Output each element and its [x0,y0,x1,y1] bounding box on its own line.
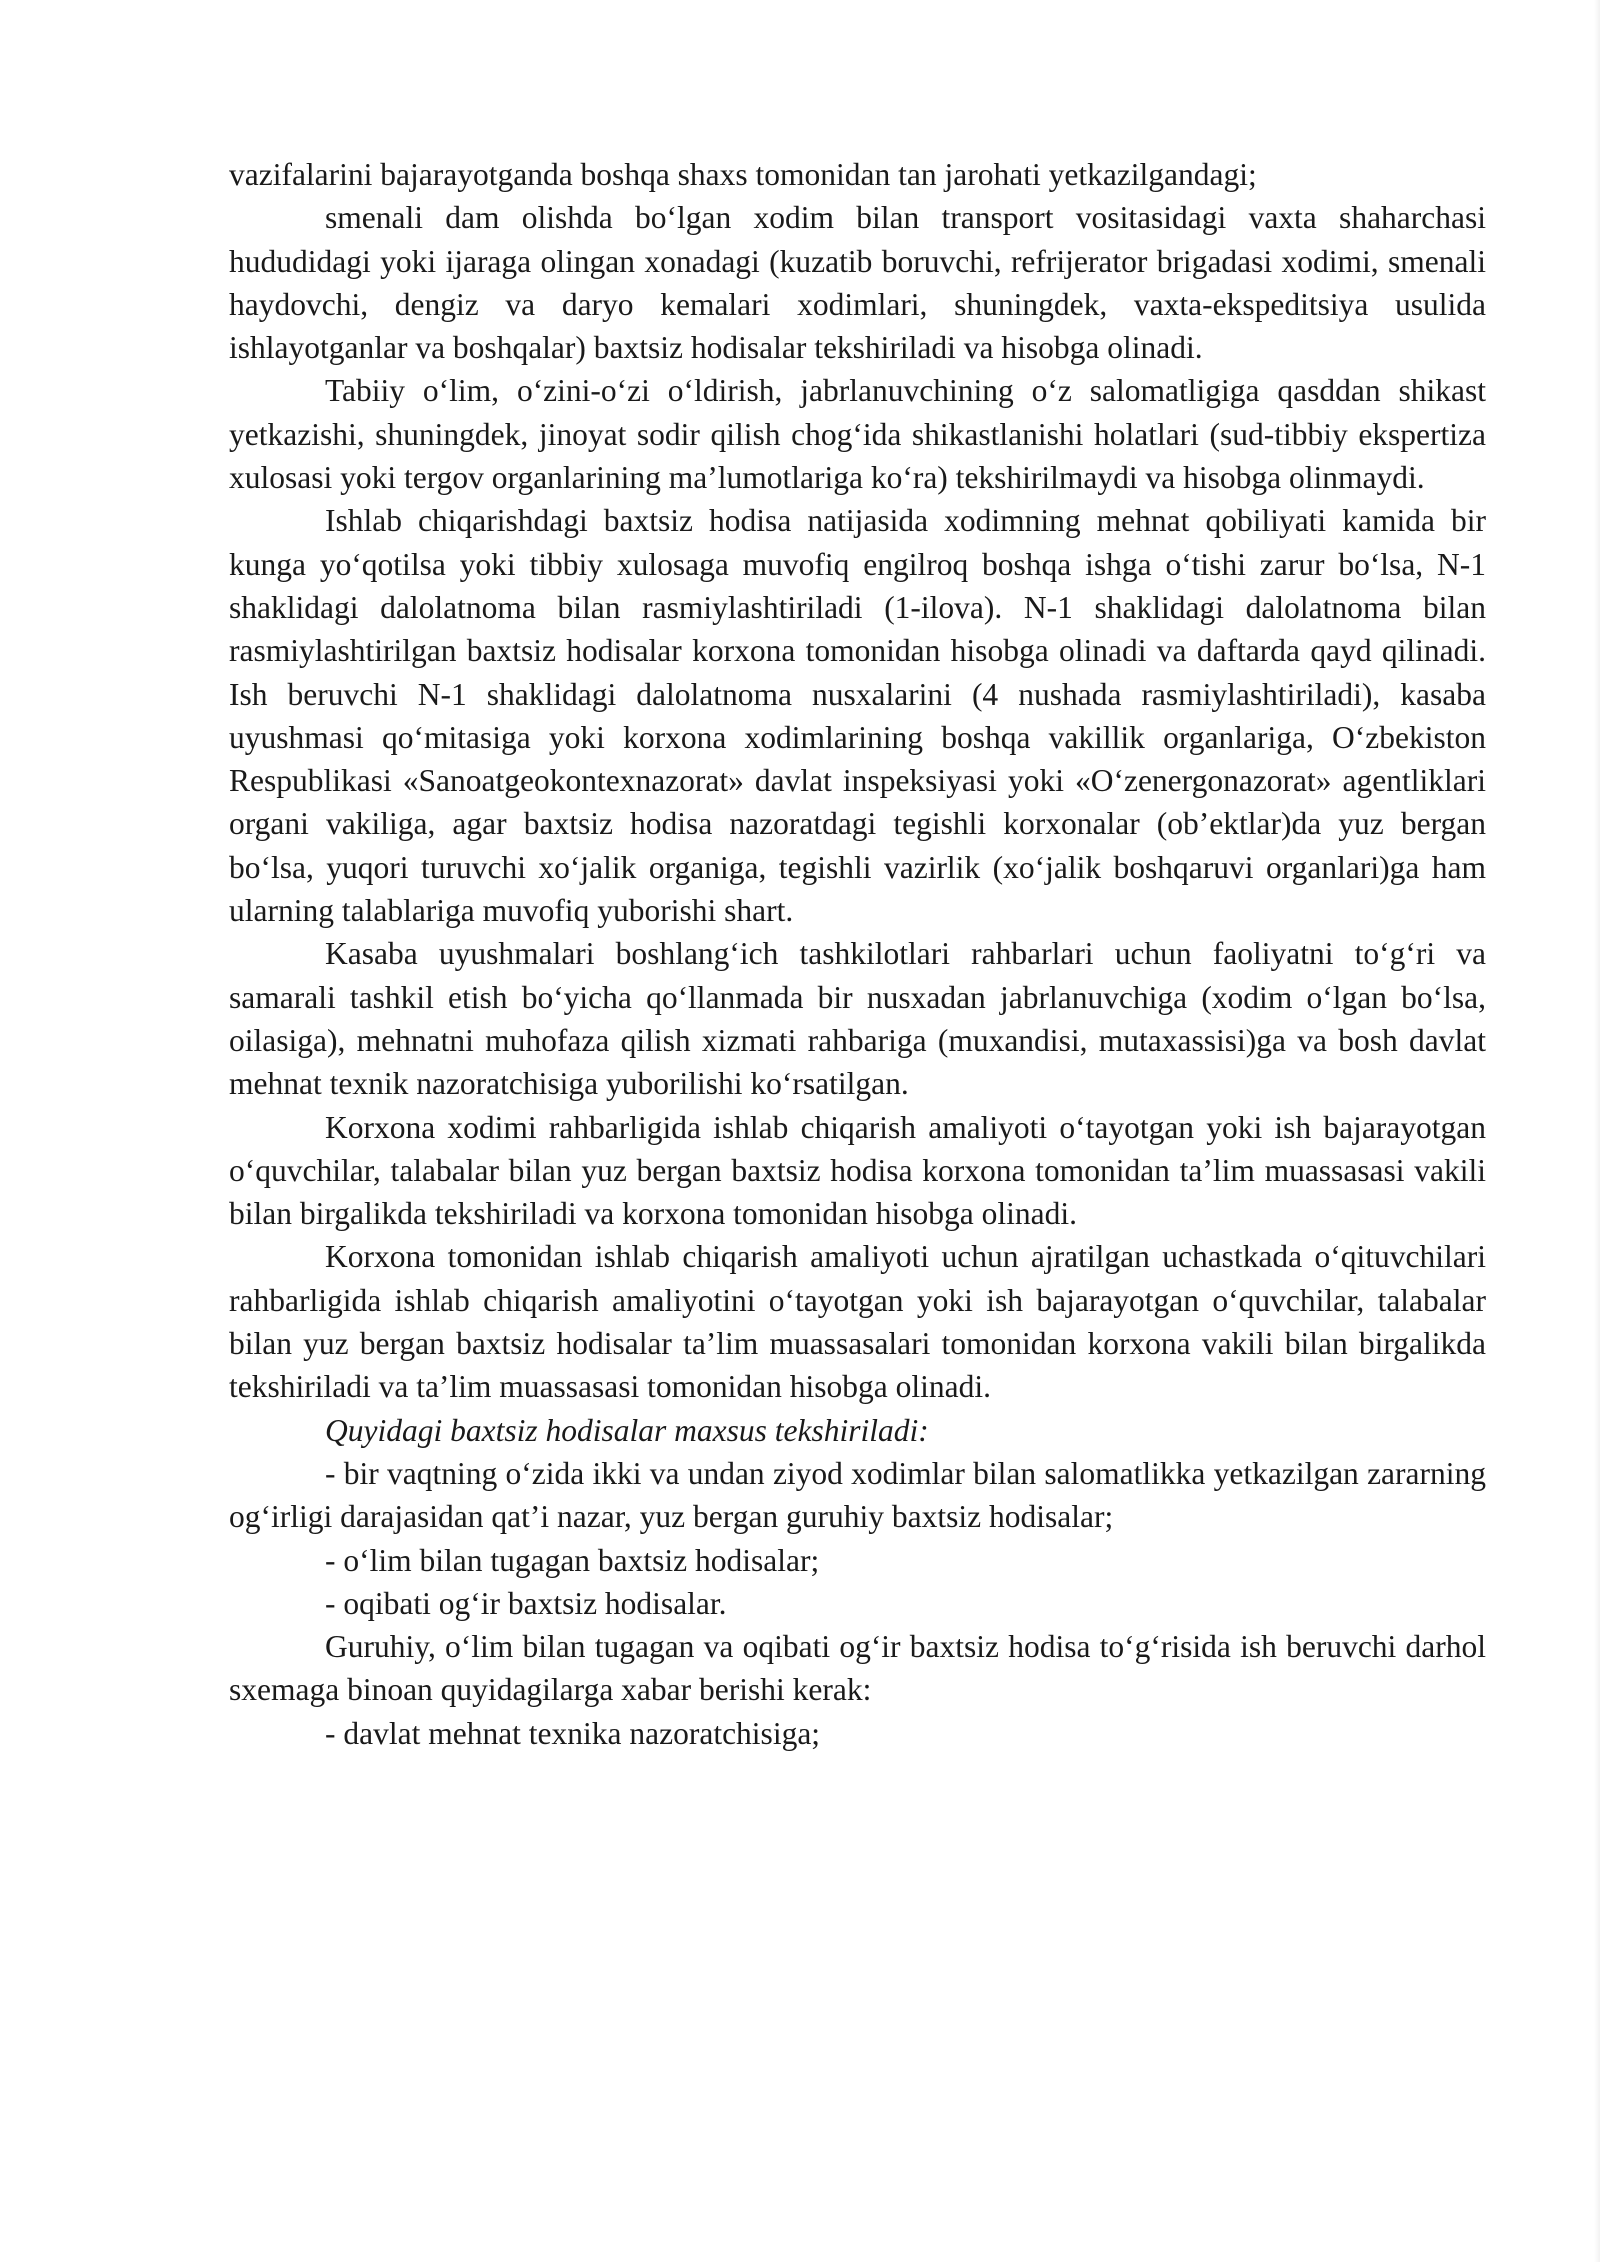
paragraph-shift-workers: smenali dam olishda bo‘lgan xodim bilan transport vositasidagi vaxta shaharchasi hududidagi yoki ijaraga olingan xonadagi (kuzatib boruvchi, refrijerator brigadasi xodimi, smenali haydovchi, dengiz va daryo kemalari xodimlari, shuningdek, vaxta-ekspeditsiya usulida ishlayotganlar va boshqalar) baxtsiz hodisalar tekshiriladi va hisobga olinadi. [229,200,1486,366]
list-item-state-inspector: - davlat mehnat texnika nazoratchisiga; [325,1715,821,1751]
list-item-group-accidents: - bir vaqtning o‘zida ikki va undan ziyod xodimlar bilan salomatlikka yetkazilgan zararning og‘irligi darajasidan qat’i nazar, yuz bergan guruhiy baxtsiz hodisalar; [229,1455,1486,1535]
list-item-severe-accidents: - oqibati og‘ir baxtsiz hodisalar. [325,1585,727,1621]
paragraph-students-school: Korxona tomonidan ishlab chiqarish amaliyoti uchun ajratilgan uchastkada o‘qituvchilari rahbarligida ishlab chiqarish amaliyotini o‘tayotgan yoki ish bajarayotgan o‘quvchilar, talabalar bilan yuz bergan baxtsiz hodisalar ta’lim muassasalari tomonidan korxona vakili bilan birgalikda tekshiriladi va ta’lim muassasasi tomonidan hisobga olinadi. [229,1239,1486,1405]
paragraph-trade-union-guide: Kasaba uyushmalari boshlang‘ich tashkilotlari rahbarlari uchun faoliyatni to‘g‘ri va samarali tashkil etish bo‘yicha qo‘llanmada bir nusxadan jabrlanuvchiga (xodim o‘lgan bo‘lsa, oilasiga), mehnatni muhofaza qilish xizmati rahbariga (muxandisi, mutaxassisi)ga va bosh davlat mehnat texnik nazoratchisiga yuborilishi ko‘rsatilgan. [229,936,1486,1102]
paragraph-n1-act: Ishlab chiqarishdagi baxtsiz hodisa natijasida xodimning mehnat qobiliyati kamida bir kunga yo‘qotilsa yoki tibbiy xulosaga muvofiq engilroq boshqa ishga o‘tishi zarur bo‘lsa, N-1 shaklidagi dalolatnoma bilan rasmiylashtiriladi (1-ilova). N-1 shaklidagi dalolatnoma bilan rasmiylashtirilgan baxtsiz hodisalar korxona tomonidan hisobga olinadi va daftarda qayd qilinadi. Ish beruvchi N-1 shaklidagi dalolatnoma nusxalarini (4 nushada rasmiylashtiriladi), kasaba uyushmasi qo‘mitasiga yoki korxona xodimlarining boshqa vakillik organlariga, O‘zbekiston Respublikasi «Sanoatgeokontexnazorat» davlat inspeksiyasi yoki «O‘zenergonazorat» agentliklari organi vakiliga, agar baxtsiz hodisa nazoratdagi tegishli korxonalar (ob’ektlar)da yuz bergan bo‘lsa, yuqori turuvchi xo‘jalik organiga, tegishli vazirlik (xo‘jalik boshqaruvi organlari)ga ham ularning talablariga muvofiq yuborishi shart. [229,503,1486,929]
list-item-fatal-accidents: - o‘lim bilan tugagan baxtsiz hodisalar; [325,1542,820,1578]
paragraph-special-investigation-heading: Quyidagi baxtsiz hodisalar maxsus tekshiriladi: [325,1412,929,1448]
paragraph-notification: Guruhiy, o‘lim bilan tugagan va oqibati og‘ir baxtsiz hodisa to‘g‘risida ish beruvchi darhol sxemaga binoan quyidagilarga xabar berishi kerak: [229,1629,1486,1708]
paragraph-students-enterprise: Korxona xodimi rahbarligida ishlab chiqarish amaliyoti o‘tayotgan yoki ish bajarayotgan o‘quvchilar, talabalar bilan yuz bergan baxtsiz hodisa korxona tomonidan ta’lim muassasasi vakili bilan birgalikda tekshiriladi va korxona tomonidan hisobga olinadi. [229,1109,1486,1232]
page-edge-shadow [1594,0,1600,2262]
paragraph-continuation: vazifalarini bajarayotganda boshqa shaxs tomonidan tan jarohati yetkazilgandagi; [229,157,1257,192]
paragraph-not-investigated: Tabiiy o‘lim, o‘zini-o‘zi o‘ldirish, jabrlanuvchining o‘z salomatligiga qasddan shikast yetkazishi, shuningdek, jinoyat sodir qilish chog‘ida shikastlanishi holatlari (sud-tibbiy ekspertiza xulosasi yoki tergov organlarining ma’lumotlariga ko‘ra) tekshirilmaydi va hisobga olinmaydi. [229,373,1486,496]
document-body [229,153,1486,1755]
